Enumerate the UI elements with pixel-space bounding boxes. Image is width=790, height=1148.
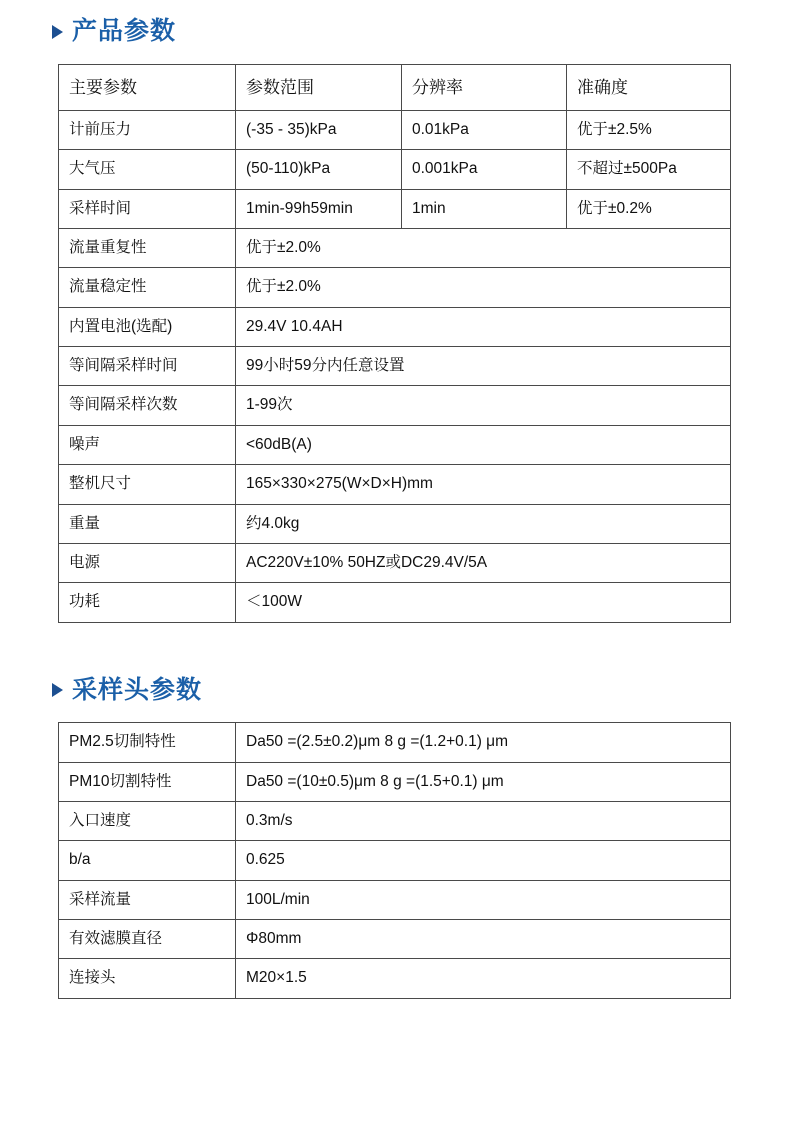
row-value: Φ80mm: [236, 920, 731, 959]
row-value: 优于±2.5%: [567, 110, 731, 149]
table-header-row: [59, 64, 731, 110]
row-value: 99小时59分内任意设置: [236, 347, 731, 386]
row-label: 功耗: [59, 583, 236, 622]
row-value: 优于±0.2%: [567, 189, 731, 228]
table-row: [59, 425, 731, 464]
row-label: 流量稳定性: [59, 268, 236, 307]
row-label: 等间隔采样时间: [59, 347, 236, 386]
table-row: [59, 959, 731, 998]
table-row: [59, 543, 731, 582]
table-row: [59, 268, 731, 307]
table-row: [59, 880, 731, 919]
row-value: AC220V±10% 50HZ或DC29.4V/5A: [236, 543, 731, 582]
row-label: 有效滤膜直径: [59, 920, 236, 959]
row-value: 不超过±500Pa: [567, 150, 731, 189]
row-value: M20×1.5: [236, 959, 731, 998]
table-row: [59, 583, 731, 622]
row-value: 165×330×275(W×D×H)mm: [236, 465, 731, 504]
sampler-parameters-table-wrapper: [58, 722, 730, 999]
row-label: PM10切割特性: [59, 762, 236, 801]
section-title: 产品参数: [72, 17, 177, 45]
section-heading-sampler: [0, 677, 790, 705]
triangle-right-icon: [52, 683, 63, 697]
row-value: <60dB(A): [236, 425, 731, 464]
row-value: 优于±2.0%: [236, 268, 731, 307]
row-value: 0.625: [236, 841, 731, 880]
table-row: [59, 347, 731, 386]
section-heading-products: [0, 18, 790, 46]
row-value: 优于±2.0%: [236, 228, 731, 267]
row-value: 100L/min: [236, 880, 731, 919]
row-label: 计前压力: [59, 110, 236, 149]
row-label: 流量重复性: [59, 228, 236, 267]
row-label: 连接头: [59, 959, 236, 998]
row-value: ＜100W: [236, 583, 731, 622]
table-row: [59, 504, 731, 543]
row-value: 0.3m/s: [236, 801, 731, 840]
row-value: 0.001kPa: [402, 150, 567, 189]
product-parameters-table-wrapper: [58, 64, 730, 623]
table-header-cell: 分辨率: [402, 64, 567, 110]
table-row: [59, 307, 731, 346]
table-header-cell: 参数范围: [236, 64, 402, 110]
row-label: 整机尺寸: [59, 465, 236, 504]
row-label: 采样时间: [59, 189, 236, 228]
row-label: 等间隔采样次数: [59, 386, 236, 425]
row-label: 电源: [59, 543, 236, 582]
table-row: [59, 841, 731, 880]
row-label: b/a: [59, 841, 236, 880]
row-value: 约4.0kg: [236, 504, 731, 543]
row-value: 1-99次: [236, 386, 731, 425]
row-value: Da50 =(2.5±0.2)μm 8 g =(1.2+0.1) μm: [236, 723, 731, 762]
row-label: 重量: [59, 504, 236, 543]
sampler-parameters-table: [58, 722, 731, 999]
row-value: 29.4V 10.4AH: [236, 307, 731, 346]
row-value: (-35 - 35)kPa: [236, 110, 402, 149]
table-row: [59, 189, 731, 228]
row-value: 0.01kPa: [402, 110, 567, 149]
document-page: [0, 18, 790, 1148]
row-label: 内置电池(选配): [59, 307, 236, 346]
row-label: 大气压: [59, 150, 236, 189]
section-title: 采样头参数: [72, 675, 203, 704]
row-value: (50-110)kPa: [236, 150, 402, 189]
row-value: 1min: [402, 189, 567, 228]
product-parameters-table: [58, 64, 731, 623]
row-label: 采样流量: [59, 880, 236, 919]
table-row: [59, 465, 731, 504]
table-row: [59, 920, 731, 959]
table-row: [59, 762, 731, 801]
table-row: [59, 723, 731, 762]
row-value: Da50 =(10±0.5)μm 8 g =(1.5+0.1) μm: [236, 762, 731, 801]
table-row: [59, 150, 731, 189]
row-label: PM2.5切制特性: [59, 723, 236, 762]
table-row: [59, 801, 731, 840]
table-header-cell: 准确度: [567, 64, 731, 110]
row-label: 噪声: [59, 425, 236, 464]
table-row: [59, 110, 731, 149]
row-label: 入口速度: [59, 801, 236, 840]
table-row: [59, 386, 731, 425]
row-value: 1min-99h59min: [236, 189, 402, 228]
triangle-right-icon: [52, 25, 63, 39]
table-header-cell: 主要参数: [59, 64, 236, 110]
table-row: [59, 228, 731, 267]
